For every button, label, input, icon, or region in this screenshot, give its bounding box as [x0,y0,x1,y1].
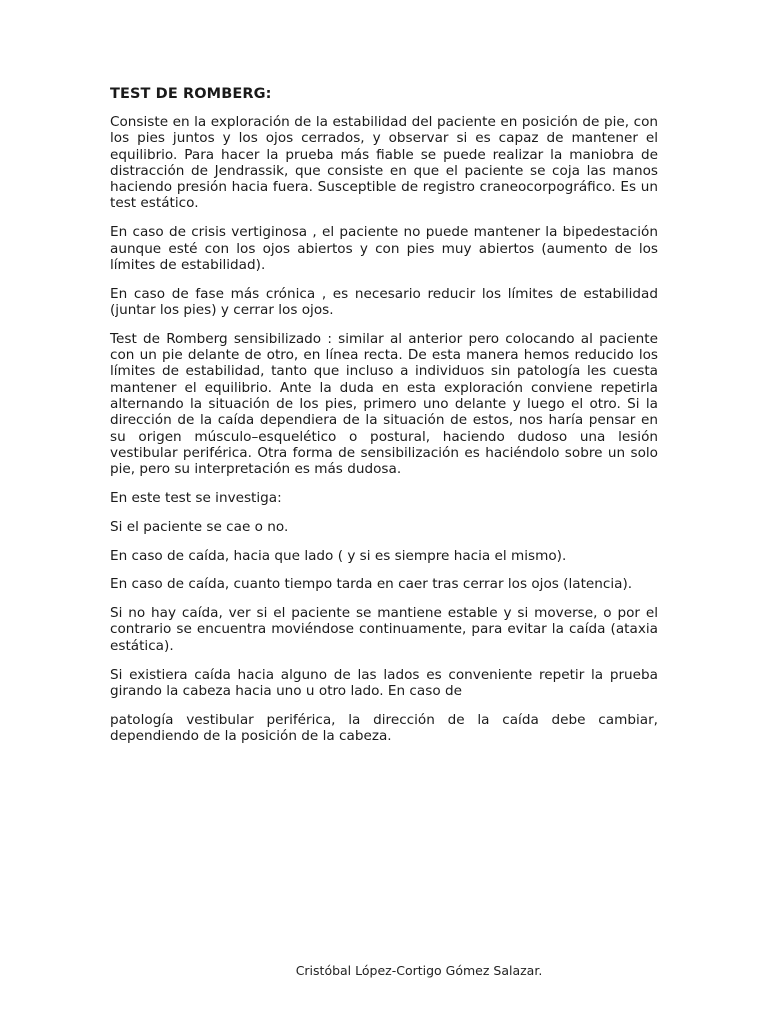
paragraph-definition: Consiste en la exploración de la estabilidad del paciente en posición de pie, con los pies juntos y los ojos cerrados, y observar si es capaz de mantener el equilibrio. Para hacer la prueba más fiable se puede realizar la maniobra de distracción de Jendrassik, que consiste en que el paciente se coja las manos haciendo presión hacia fuera. Susceptible de registro craneocorpográfico. Es un test estático. [110,114,658,212]
document-body [110,86,658,757]
paragraph-fall-side: En caso de caída, hacia que lado ( y si es siempre hacia el mismo). [110,547,567,564]
paragraph-chronic-phase: En caso de fase más crónica , es necesario reducir los límites de estabilidad (juntar los pies) y cerrar los ojos. [110,285,658,318]
document-title: TEST DE ROMBERG: [110,86,272,102]
paragraph-sensitized-test: Test de Romberg sensibilizado : similar al anterior pero colocando al paciente con un pie delante de otro, en línea recta. De esta manera hemos reducido los límites de estabilidad, tanto que incluso a individuos sin patología les cuesta mantener el equilibrio. Ante la duda en esta exploración conviene repetirla alternando la situación de los pies, primero uno delante y luego el otro. Si la dirección de la caída dependiera de la situación de estos, nos haría pensar en su origen músculo–esquelético o postural, haciendo dudoso una lesión vestibular periférica. Otra forma de sensibilización es haciéndolo sobre un solo pie, pero su interpretación es más dudosa. [110,330,658,478]
paragraph-vertigo-crisis: En caso de crisis vertiginosa , el paciente no puede mantener la bipedestación aunque esté con los ojos abiertos y con pies muy abiertos (aumento de los límites de estabilidad). [110,224,658,273]
paragraph-fall-or-not: Si el paciente se cae o no. [110,518,289,535]
author-footer: Cristóbal López-Cortigo Gómez Salazar. [295,963,543,978]
paragraph-head-rotation: Si existiera caída hacia alguno de las lados es conveniente repetir la prueba girando la cabeza hacia uno u otro lado. En caso de [110,666,658,699]
paragraph-latency: En caso de caída, cuanto tiempo tarda en caer tras cerrar los ojos (latencia). [110,576,633,593]
paragraph-static-ataxia: Si no hay caída, ver si el paciente se mantiene estable y si moverse, o por el contrario se encuentra moviéndose continuamente, para evitar la caída (ataxia estática). [110,605,658,654]
paragraph-investigation-intro: En este test se investiga: [110,489,282,506]
paragraph-peripheral-pathology: patología vestibular periférica, la dirección de la caída debe cambiar, dependiendo de la posición de la cabeza. [110,711,658,744]
